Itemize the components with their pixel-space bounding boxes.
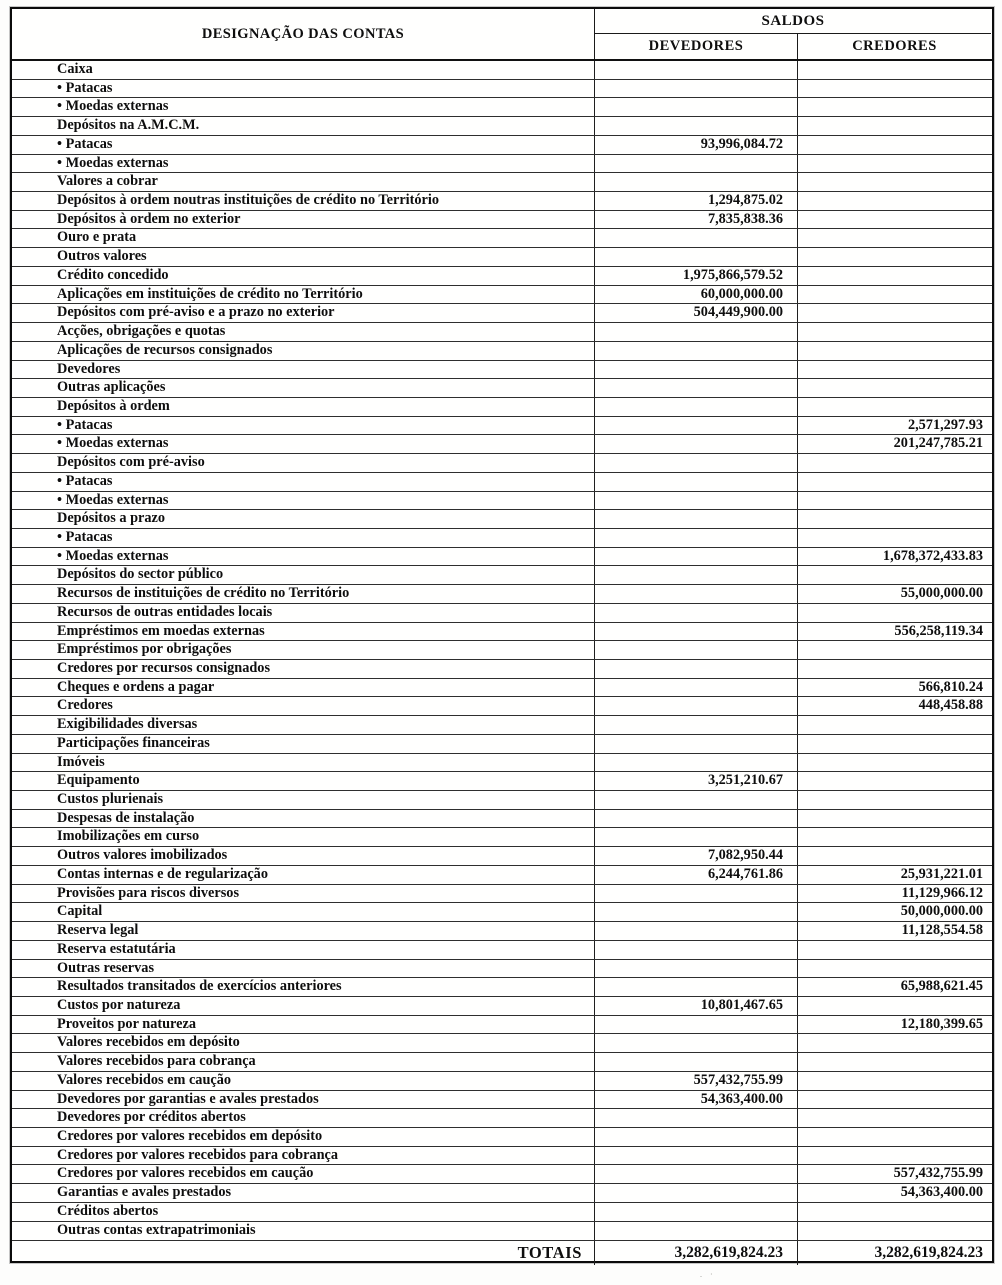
account-label: Depósitos a prazo xyxy=(12,510,595,528)
credores-value xyxy=(798,286,991,304)
credores-value: 55,000,000.00 xyxy=(900,585,983,602)
account-label: Equipamento xyxy=(12,772,595,790)
credores-value: 12,180,399.65 xyxy=(900,1015,983,1032)
table-row xyxy=(12,885,992,904)
table-row xyxy=(12,342,992,361)
credores-value xyxy=(798,997,991,1015)
credores-value xyxy=(798,136,991,154)
table-row xyxy=(12,847,992,866)
table-row xyxy=(12,903,992,922)
account-label: Outras reservas xyxy=(12,960,595,978)
account-label: • Patacas xyxy=(12,136,595,154)
account-label: Devedores por garantias e avales prestados xyxy=(12,1091,595,1109)
account-label: Valores recebidos para cobrança xyxy=(12,1053,595,1071)
credores-value xyxy=(798,192,991,210)
table-row xyxy=(12,791,992,810)
table-body xyxy=(12,61,992,1240)
devedores-value: 54,363,400.00 xyxy=(595,1091,798,1109)
credores-value xyxy=(798,173,991,191)
devedores-value: 93,996,084.72 xyxy=(595,136,798,154)
account-label: Contas internas e de regularização xyxy=(12,866,595,884)
trial-balance-table xyxy=(10,7,994,1263)
credores-value xyxy=(798,754,991,772)
scan-noise-artifact: . · xyxy=(700,1270,716,1279)
column-header-devedores: DEVEDORES xyxy=(595,34,798,59)
table-row xyxy=(12,136,992,155)
account-label: Reserva legal xyxy=(12,922,595,940)
table-row xyxy=(12,98,992,117)
account-label: Valores a cobrar xyxy=(12,173,595,191)
credores-value xyxy=(798,1109,991,1127)
table-row xyxy=(12,510,992,529)
account-label: • Patacas xyxy=(12,529,595,547)
devedores-value xyxy=(595,229,798,247)
table-row xyxy=(12,61,992,80)
table-row xyxy=(12,828,992,847)
totals-credores-value: 3,282,619,824.23 xyxy=(874,1244,983,1262)
account-label: Devedores por créditos abertos xyxy=(12,1109,595,1127)
devedores-value xyxy=(595,454,798,472)
account-label: • Patacas xyxy=(12,417,595,435)
account-label: Credores por valores recebidos em caução xyxy=(12,1165,595,1183)
credores-value: 65,988,621.45 xyxy=(900,978,983,995)
table-row xyxy=(12,1222,992,1241)
table-row xyxy=(12,735,992,754)
table-row xyxy=(12,267,992,286)
credores-value xyxy=(798,98,991,116)
credores-value xyxy=(798,1072,991,1090)
account-label: • Patacas xyxy=(12,80,595,98)
table-row xyxy=(12,211,992,230)
table-row xyxy=(12,810,992,829)
totals-row xyxy=(12,1240,992,1265)
devedores-value xyxy=(595,1053,798,1071)
account-label: Devedores xyxy=(12,361,595,379)
devedores-value: 10,801,467.65 xyxy=(595,997,798,1015)
table-row xyxy=(12,941,992,960)
devedores-value xyxy=(595,735,798,753)
credores-value xyxy=(798,211,991,229)
devedores-value xyxy=(595,641,798,659)
devedores-value xyxy=(595,1184,798,1202)
table-row xyxy=(12,173,992,192)
devedores-value xyxy=(595,548,798,566)
table-row xyxy=(12,248,992,267)
column-group-saldos xyxy=(595,9,991,59)
devedores-value: 6,244,761.86 xyxy=(595,866,798,884)
account-label: Recursos de outras entidades locais xyxy=(12,604,595,622)
devedores-value xyxy=(595,529,798,547)
table-row xyxy=(12,1091,992,1110)
table-row xyxy=(12,155,992,174)
table-row xyxy=(12,454,992,473)
table-row xyxy=(12,585,992,604)
account-label: Depósitos com pré-aviso xyxy=(12,454,595,472)
credores-value xyxy=(798,229,991,247)
account-label: Depósitos na A.M.C.M. xyxy=(12,117,595,135)
account-label: Capital xyxy=(12,903,595,921)
column-header-designacao-das-contas: DESIGNAÇÃO DAS CONTAS xyxy=(12,9,595,59)
account-label: Depósitos à ordem noutras instituições de crédito no Território xyxy=(12,192,595,210)
account-label: Credores por valores recebidos em depósito xyxy=(12,1128,595,1146)
account-label: Outros valores xyxy=(12,248,595,266)
devedores-value xyxy=(595,248,798,266)
account-label: • Moedas externas xyxy=(12,492,595,510)
table-row xyxy=(12,417,992,436)
devedores-value xyxy=(595,585,798,603)
credores-value xyxy=(798,1053,991,1071)
account-label: Garantias e avales prestados xyxy=(12,1184,595,1202)
totals-label: TOTAIS xyxy=(12,1241,595,1265)
table-row xyxy=(12,398,992,417)
account-label: Empréstimos em moedas externas xyxy=(12,623,595,641)
table-row xyxy=(12,1128,992,1147)
devedores-value xyxy=(595,828,798,846)
credores-value: 25,931,221.01 xyxy=(900,865,983,882)
credores-value xyxy=(798,473,991,491)
credores-value xyxy=(798,566,991,584)
column-header-credores: CREDORES xyxy=(852,38,937,54)
table-row xyxy=(12,1147,992,1166)
credores-value: 557,432,755.99 xyxy=(893,1165,983,1182)
account-label: Imobilizações em curso xyxy=(12,828,595,846)
table-row xyxy=(12,1109,992,1128)
devedores-value xyxy=(595,98,798,116)
credores-value: 2,571,297.93 xyxy=(907,416,983,433)
account-label: Credores por recursos consignados xyxy=(12,660,595,678)
account-label: Recursos de instituições de crédito no Território xyxy=(12,585,595,603)
account-label: Custos por natureza xyxy=(12,997,595,1015)
devedores-value xyxy=(595,623,798,641)
table-row xyxy=(12,604,992,623)
account-label: Credores xyxy=(12,697,595,715)
credores-value: 556,258,119.34 xyxy=(894,622,983,639)
devedores-value xyxy=(595,566,798,584)
devedores-value xyxy=(595,80,798,98)
credores-value xyxy=(798,847,991,865)
account-label: Valores recebidos em caução xyxy=(12,1072,595,1090)
devedores-value xyxy=(595,754,798,772)
table-row xyxy=(12,641,992,660)
credores-value xyxy=(798,80,991,98)
devedores-value xyxy=(595,323,798,341)
credores-value xyxy=(798,810,991,828)
credores-value xyxy=(798,604,991,622)
table-row xyxy=(12,229,992,248)
credores-value xyxy=(798,248,991,266)
devedores-value xyxy=(595,1016,798,1034)
credores-value: 54,363,400.00 xyxy=(900,1184,983,1201)
account-label: Participações financeiras xyxy=(12,735,595,753)
devedores-value xyxy=(595,960,798,978)
table-row xyxy=(12,304,992,323)
table-row xyxy=(12,1184,992,1203)
table-header xyxy=(12,9,992,61)
account-label: Despesas de instalação xyxy=(12,810,595,828)
credores-value xyxy=(798,791,991,809)
devedores-value xyxy=(595,473,798,491)
account-label: Créditos abertos xyxy=(12,1203,595,1221)
devedores-value: 1,975,866,579.52 xyxy=(595,267,798,285)
table-row xyxy=(12,960,992,979)
table-row xyxy=(12,697,992,716)
account-label: Credores por valores recebidos para cobrança xyxy=(12,1147,595,1165)
account-label: • Moedas externas xyxy=(12,548,595,566)
credores-value xyxy=(798,1091,991,1109)
account-label: Outros valores imobilizados xyxy=(12,847,595,865)
credores-value xyxy=(798,510,991,528)
column-header-saldos: SALDOS xyxy=(595,9,991,34)
devedores-value xyxy=(595,61,798,79)
devedores-value xyxy=(595,117,798,135)
account-label: Depósitos à ordem xyxy=(12,398,595,416)
credores-value xyxy=(798,1222,991,1241)
credores-value xyxy=(798,1034,991,1052)
table-row xyxy=(12,323,992,342)
devedores-value: 504,449,900.00 xyxy=(595,304,798,322)
devedores-value xyxy=(595,398,798,416)
credores-value: 50,000,000.00 xyxy=(900,903,983,920)
account-label: Cheques e ordens a pagar xyxy=(12,679,595,697)
account-label: Reserva estatutária xyxy=(12,941,595,959)
account-label: Outras contas extrapatrimoniais xyxy=(12,1222,595,1241)
table-row xyxy=(12,660,992,679)
table-row xyxy=(12,492,992,511)
table-row xyxy=(12,379,992,398)
credores-value: 566,810.24 xyxy=(918,678,983,695)
account-label: Imóveis xyxy=(12,754,595,772)
devedores-value xyxy=(595,361,798,379)
account-label: • Moedas externas xyxy=(12,435,595,453)
account-label: Resultados transitados de exercícios anteriores xyxy=(12,978,595,996)
account-label: Aplicações em instituições de crédito no Território xyxy=(12,286,595,304)
table-row xyxy=(12,1072,992,1091)
table-row xyxy=(12,978,992,997)
credores-value xyxy=(798,641,991,659)
devedores-value xyxy=(595,173,798,191)
table-row xyxy=(12,529,992,548)
credores-value xyxy=(798,323,991,341)
account-label: Outras aplicações xyxy=(12,379,595,397)
account-label: Exigibilidades diversas xyxy=(12,716,595,734)
credores-value xyxy=(798,117,991,135)
table-row xyxy=(12,473,992,492)
devedores-value: 1,294,875.02 xyxy=(595,192,798,210)
account-label: Empréstimos por obrigações xyxy=(12,641,595,659)
devedores-value xyxy=(595,697,798,715)
account-label: Valores recebidos em depósito xyxy=(12,1034,595,1052)
devedores-value: 3,251,210.67 xyxy=(595,772,798,790)
devedores-value xyxy=(595,1222,798,1241)
account-label: Caixa xyxy=(12,61,595,79)
credores-value xyxy=(798,155,991,173)
account-label: Provisões para riscos diversos xyxy=(12,885,595,903)
credores-value: 11,128,554.58 xyxy=(901,922,983,939)
account-label: Aplicações de recursos consignados xyxy=(12,342,595,360)
devedores-value xyxy=(595,679,798,697)
credores-value xyxy=(798,398,991,416)
table-row xyxy=(12,566,992,585)
devedores-value: 7,082,950.44 xyxy=(595,847,798,865)
credores-value xyxy=(798,1147,991,1165)
table-row xyxy=(12,772,992,791)
devedores-value xyxy=(595,379,798,397)
devedores-value xyxy=(595,1165,798,1183)
table-row xyxy=(12,997,992,1016)
credores-value xyxy=(798,61,991,79)
table-row xyxy=(12,117,992,136)
table-row xyxy=(12,922,992,941)
credores-value xyxy=(798,492,991,510)
devedores-value xyxy=(595,885,798,903)
table-row xyxy=(12,1203,992,1222)
devedores-value xyxy=(595,922,798,940)
credores-value xyxy=(798,716,991,734)
credores-value: 201,247,785.21 xyxy=(893,435,983,452)
devedores-value: 60,000,000.00 xyxy=(595,286,798,304)
credores-value xyxy=(798,529,991,547)
devedores-value xyxy=(595,417,798,435)
table-row xyxy=(12,679,992,698)
devedores-value xyxy=(595,660,798,678)
devedores-value xyxy=(595,978,798,996)
devedores-value xyxy=(595,791,798,809)
table-row xyxy=(12,361,992,380)
credores-value: 448,458.88 xyxy=(918,697,983,714)
table-row xyxy=(12,286,992,305)
account-label: • Moedas externas xyxy=(12,155,595,173)
credores-value xyxy=(798,267,991,285)
account-label: Depósitos do sector público xyxy=(12,566,595,584)
devedores-value xyxy=(595,492,798,510)
credores-value xyxy=(798,1203,991,1221)
credores-value: 1,678,372,433.83 xyxy=(882,547,983,564)
account-label: • Patacas xyxy=(12,473,595,491)
table-row xyxy=(12,80,992,99)
account-label: Acções, obrigações e quotas xyxy=(12,323,595,341)
credores-value xyxy=(798,342,991,360)
devedores-value xyxy=(595,510,798,528)
account-label: Depósitos à ordem no exterior xyxy=(12,211,595,229)
devedores-value xyxy=(595,810,798,828)
table-row xyxy=(12,1016,992,1035)
account-label: Proveitos por natureza xyxy=(12,1016,595,1034)
account-label: Ouro e prata xyxy=(12,229,595,247)
table-row xyxy=(12,866,992,885)
credores-value xyxy=(798,772,991,790)
credores-value xyxy=(798,361,991,379)
table-row xyxy=(12,435,992,454)
credores-value xyxy=(798,828,991,846)
table-row xyxy=(12,716,992,735)
devedores-value xyxy=(595,1034,798,1052)
account-label: Depósitos com pré-aviso e a prazo no exterior xyxy=(12,304,595,322)
account-label: Custos plurienais xyxy=(12,791,595,809)
credores-value xyxy=(798,660,991,678)
table-row xyxy=(12,623,992,642)
credores-value xyxy=(798,960,991,978)
credores-value xyxy=(798,941,991,959)
credores-value: 11,129,966.12 xyxy=(901,884,983,901)
table-row xyxy=(12,1034,992,1053)
table-row xyxy=(12,192,992,211)
devedores-value xyxy=(595,1147,798,1165)
devedores-value xyxy=(595,716,798,734)
totals-devedores-value: 3,282,619,824.23 xyxy=(595,1241,798,1265)
devedores-value xyxy=(595,155,798,173)
credores-value xyxy=(798,1128,991,1146)
credores-value xyxy=(798,304,991,322)
devedores-value xyxy=(595,1128,798,1146)
table-row xyxy=(12,548,992,567)
devedores-value xyxy=(595,435,798,453)
devedores-value xyxy=(595,1203,798,1221)
table-row xyxy=(12,1165,992,1184)
devedores-value xyxy=(595,342,798,360)
table-row xyxy=(12,1053,992,1072)
credores-value xyxy=(798,735,991,753)
account-label: • Moedas externas xyxy=(12,98,595,116)
credores-value xyxy=(798,454,991,472)
devedores-value xyxy=(595,903,798,921)
devedores-value: 7,835,838.36 xyxy=(595,211,798,229)
devedores-value xyxy=(595,604,798,622)
table-row xyxy=(12,754,992,773)
account-label: Crédito concedido xyxy=(12,267,595,285)
devedores-value xyxy=(595,1109,798,1127)
devedores-value xyxy=(595,941,798,959)
devedores-value: 557,432,755.99 xyxy=(595,1072,798,1090)
credores-value xyxy=(798,379,991,397)
